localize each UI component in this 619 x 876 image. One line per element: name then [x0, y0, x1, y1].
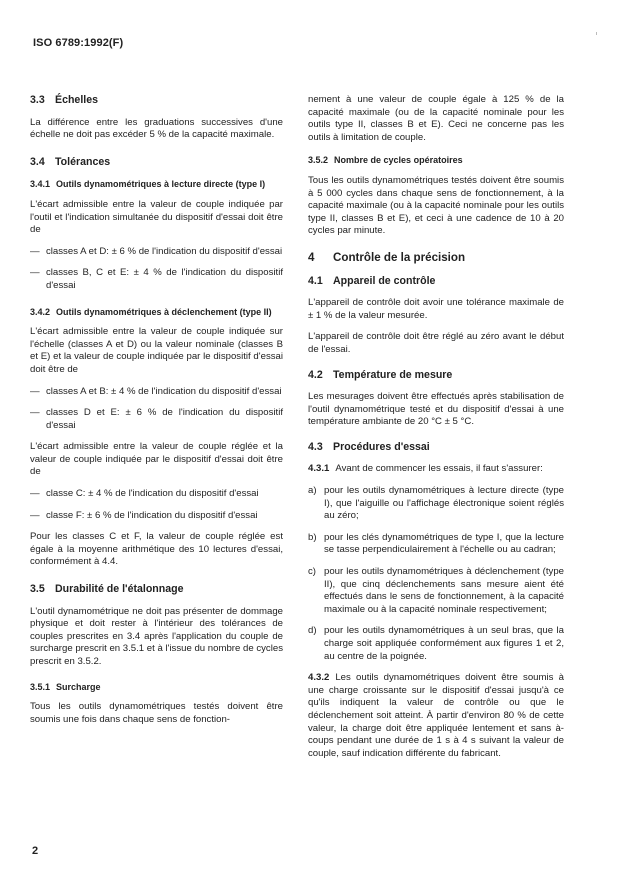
paragraph: Pour les classes C et F, la valeur de couple réglée est égale à la moyenne arithmétique des 10 lectures d'essai, conformément à 4.4. [30, 531, 283, 568]
page-number: 2 [32, 845, 39, 857]
list-item-text: classes B, C et E: ± 4 % de l'indication du dispositif d'essai [46, 267, 283, 291]
section-number: 3.5 [30, 583, 45, 596]
standard-header: ISO 6789:1992(F) [33, 37, 124, 49]
paragraph: La différence entre les graduations successives d'une échelle ne doit pas excéder 5 % de la capacité maximale. [30, 116, 283, 141]
section-number: 3.3 [30, 94, 45, 106]
section-number: 3.4 [30, 155, 45, 168]
list-item [308, 532, 564, 557]
list-item-text: classes A et D: ± 6 % de l'indication du dispositif d'essai [46, 245, 283, 257]
list-item-text: classe F: ± 6 % de l'indication du dispositif d'essai [46, 509, 258, 521]
paragraph: Tous les outils dynamométriques testés doivent être soumis une fois dans chaque sens de fonction- [30, 701, 283, 725]
paragraph: L'écart admissible entre la valeur de couple indiquée par l'outil et l'indication simultanée du dispositif d'essai doit être de [30, 198, 283, 236]
list-item-text: pour les outils dynamométriques à un seul bras, que la charge soit appliquée conformément aux figures 1 et 2, au centre de la poignée. [324, 625, 564, 662]
section-4-3-heading [308, 441, 564, 454]
section-number: 4.3.1 [308, 463, 330, 475]
list-item [308, 566, 564, 616]
section-3-5-2-heading [308, 154, 564, 167]
list-item: — classes A et D: ± 6 % de l'indication du dispositif d'essai [30, 245, 283, 257]
section-title: Température de mesure [333, 368, 453, 381]
section-3-4-heading [30, 156, 283, 169]
section-4-heading [308, 252, 564, 265]
list-marker: d) [308, 625, 317, 637]
list-item [308, 625, 564, 663]
list-item-text: pour les outils dynamométriques à déclenchement (type II), que cinq déclenchements sans mesure aient été effectués dans le sens de fonctionnement, à la capacité maximale ou à la capacité nominale respectivement; [324, 566, 564, 615]
section-title: Tolérances [55, 155, 111, 168]
paragraph: L'écart admissible entre la valeur de couple indiquée sur l'échelle (classes A et D) ou la valeur nominale (classes B et E) et la valeur de couple indiquée par le dispositif d'essai doit être de [30, 326, 283, 375]
paragraph: L'écart admissible entre la valeur de couple réglée et la valeur de couple indiquée par le dispositif d'essai doit être de [30, 441, 283, 478]
section-3-4-1-heading [30, 178, 283, 191]
paragraph: L'outil dynamométrique ne doit pas présenter de dommage physique et doit rester à l'intérieur des tolérances de couples prescrites en 3.4 après l'application du couple de surcharge prescrit en 3.5.1 et à l'issue du nombre de cycles prescrit en 3.5.2. [30, 605, 283, 667]
list-item: — classes D et E: ± 6 % de l'indication du dispositif d'essai [30, 407, 283, 431]
list-item: — classes A et B: ± 4 % de l'indication du dispositif d'essai [30, 385, 282, 397]
section-4-2-heading [308, 369, 564, 382]
section-3-4-2-heading [30, 306, 283, 319]
list-item: — classe C: ± 4 % de l'indication du dispositif d'essai [30, 488, 283, 501]
paragraph: L'appareil de contrôle doit avoir une tolérance maximale de ± 1 % de la valeur mesurée. [308, 297, 564, 321]
section-title: Nombre de cycles opératoires [334, 155, 463, 166]
list-marker: a) [308, 485, 317, 497]
paragraph-text: Les outils dynamométriques doivent être soumis à une charge croissante sur le dispositif d'essai jusqu'à ce qu'ils indiquent la valeur de contrôle ou que le déclenchement soit atteint. À partir d'environ 80 % de cette valeur, la charge doit être appliquée lentement et sans à-coups pendant une durée de 1 s à 4 s suivant la valeur de couple, sauf indication différente du fabricant. [308, 672, 564, 759]
list-item: — classe F: ± 6 % de l'indication du dispositif d'essai [30, 510, 283, 523]
section-number: 4.3 [308, 440, 323, 453]
section-title: Durabilité de l'étalonnage [55, 583, 184, 596]
section-number: 3.4.1 [30, 179, 51, 190]
paragraph: Les mesurages doivent être effectués après stabilisation de l'outil dynamométrique testé et du dispositif d'essai à une température ambiante de 20 °C ± 5 °C. [308, 391, 564, 428]
section-title: Outils dynamométriques à lecture directe (type I) [56, 179, 266, 190]
paragraph [308, 463, 564, 476]
list-item-text: classes A et B: ± 4 % de l'indication du dispositif d'essai [46, 385, 282, 397]
left-column [30, 94, 283, 735]
paragraph: nement à une valeur de couple égale à 125 % de la capacité maximale (ou de la capacité nominale pour les outils type II, classes B et E). Ceci ne concerne pas les outils à limitation de couple. [308, 94, 564, 143]
section-title: Appareil de contrôle [333, 274, 436, 287]
section-title: Échelles [55, 94, 98, 106]
paragraph: L'appareil de contrôle doit être réglé au zéro avant le début de l'essai. [308, 331, 564, 355]
list-marker: c) [308, 566, 316, 578]
paragraph [308, 672, 564, 760]
section-3-5-1-heading [30, 681, 283, 694]
list-item-text: pour les clés dynamométriques de type I, que la lecture se tasse perpendiculairement à l'échelle ou au cadran; [324, 531, 564, 556]
section-number: 3.5.2 [308, 155, 329, 166]
section-title: Procédures d'essai [333, 440, 430, 453]
list-item-text: pour les outils dynamométriques à lecture directe (type I), que l'aiguille ou l'affichage électronique soient réglés au zéro; [324, 485, 564, 522]
section-number: 4.1 [308, 274, 323, 287]
section-4-1-heading [308, 275, 564, 288]
section-number: 3.4.2 [30, 306, 51, 317]
list-item: — classes B, C et E: ± 4 % de l'indication du dispositif d'essai [30, 267, 283, 291]
section-number: 4.3.2 [308, 672, 330, 684]
right-column [308, 94, 564, 769]
section-number: 3.5.1 [30, 681, 51, 692]
scan-mark [596, 32, 597, 35]
section-number: 4 [308, 250, 315, 264]
list-item [308, 485, 564, 523]
section-3-3-heading [30, 94, 283, 107]
section-3-5-heading [30, 583, 283, 596]
list-item-text: classes D et E: ± 6 % de l'indication du dispositif d'essai [46, 407, 283, 431]
section-title: Outils dynamométriques à déclenchement (type II) [56, 306, 272, 317]
section-title: Contrôle de la précision [333, 250, 466, 264]
list-item-text: classe C: ± 4 % de l'indication du dispositif d'essai [46, 488, 259, 500]
section-title: Surcharge [56, 681, 101, 692]
paragraph-text: Avant de commencer les essais, il faut s'assurer: [335, 463, 543, 475]
section-number: 4.2 [308, 368, 323, 381]
list-marker: b) [308, 531, 317, 543]
paragraph: Tous les outils dynamométriques testés doivent être soumis à 5 000 cycles dans chaque sens de fonctionnement, à la capacité maximale (ou à la capacité nominale pour les outils type II, classes B et E), et ceci à une cadence de 10 à 20 cycles par minute. [308, 174, 564, 237]
